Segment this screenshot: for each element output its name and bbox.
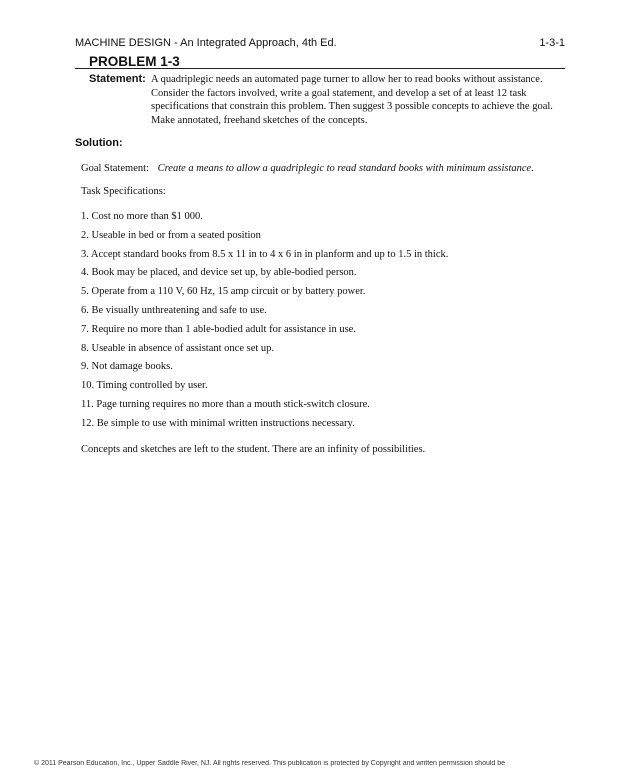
spec-item: 3. Accept standard books from 8.5 x 11 in to 4 x 6 in in planform and up to 1.5 in thick. <box>81 248 449 260</box>
spec-item: 8. Useable in absence of assistant once set up. <box>81 342 275 354</box>
goal-statement <box>81 163 534 174</box>
statement-line: Consider the factors involved, write a goal statement, and develop a set of at least 12 task <box>151 87 527 99</box>
spec-item: 4. Book may be placed, and device set up, by able-bodied person. <box>81 267 357 279</box>
statement-line: A quadriplegic needs an automated page turner to allow her to read books without assistance. <box>151 74 543 85</box>
problem-title: PROBLEM 1-3 <box>89 54 180 69</box>
spec-item: 9. Not damage books. <box>81 361 173 373</box>
spec-item: 6. Be visually unthreatening and safe to use. <box>81 304 267 316</box>
spec-item: 12. Be simple to use with minimal written instructions necessary. <box>81 417 355 429</box>
copyright-footer: © 2011 Pearson Education, Inc., Upper Saddle River, NJ. All rights reserved. This publication is protected by Copyright and written permission should be <box>34 760 506 767</box>
statement-label: Statement: <box>89 73 146 85</box>
spec-item: 2. Useable in bed or from a seated position <box>81 229 261 241</box>
spec-item: 7. Require no more than 1 able-bodied adult for assistance in use. <box>81 323 356 335</box>
spec-item: 11. Page turning requires no more than a mouth stick-switch closure. <box>81 398 370 410</box>
spec-item: 1. Cost no more than $1 000. <box>81 211 203 222</box>
page-number: 1-3-1 <box>539 37 565 49</box>
closing-remark: Concepts and sketches are left to the student. There are an infinity of possibilities. <box>81 444 426 455</box>
book-title: MACHINE DESIGN - An Integrated Approach, 4th Ed. <box>75 37 337 49</box>
task-specifications-list <box>81 211 448 437</box>
spec-item: 10. Timing controlled by user. <box>81 380 208 392</box>
statement-line: Make annotated, freehand sketches of the concepts. <box>151 114 368 126</box>
task-specifications-heading: Task Specifications: <box>81 186 166 197</box>
spec-item: 5. Operate from a 110 V, 60 Hz, 15 amp circuit or by battery power. <box>81 286 366 298</box>
statement-text <box>151 73 561 127</box>
title-rule <box>75 68 565 69</box>
statement-line: specifications that constrain this problem. Then suggest 3 possible concepts to achieve the goal. <box>151 101 553 112</box>
goal-label: Goal Statement: <box>81 163 149 174</box>
goal-text: Create a means to allow a quadriplegic to read standard books with minimum assistance. <box>157 163 534 174</box>
solution-label: Solution: <box>75 137 123 149</box>
